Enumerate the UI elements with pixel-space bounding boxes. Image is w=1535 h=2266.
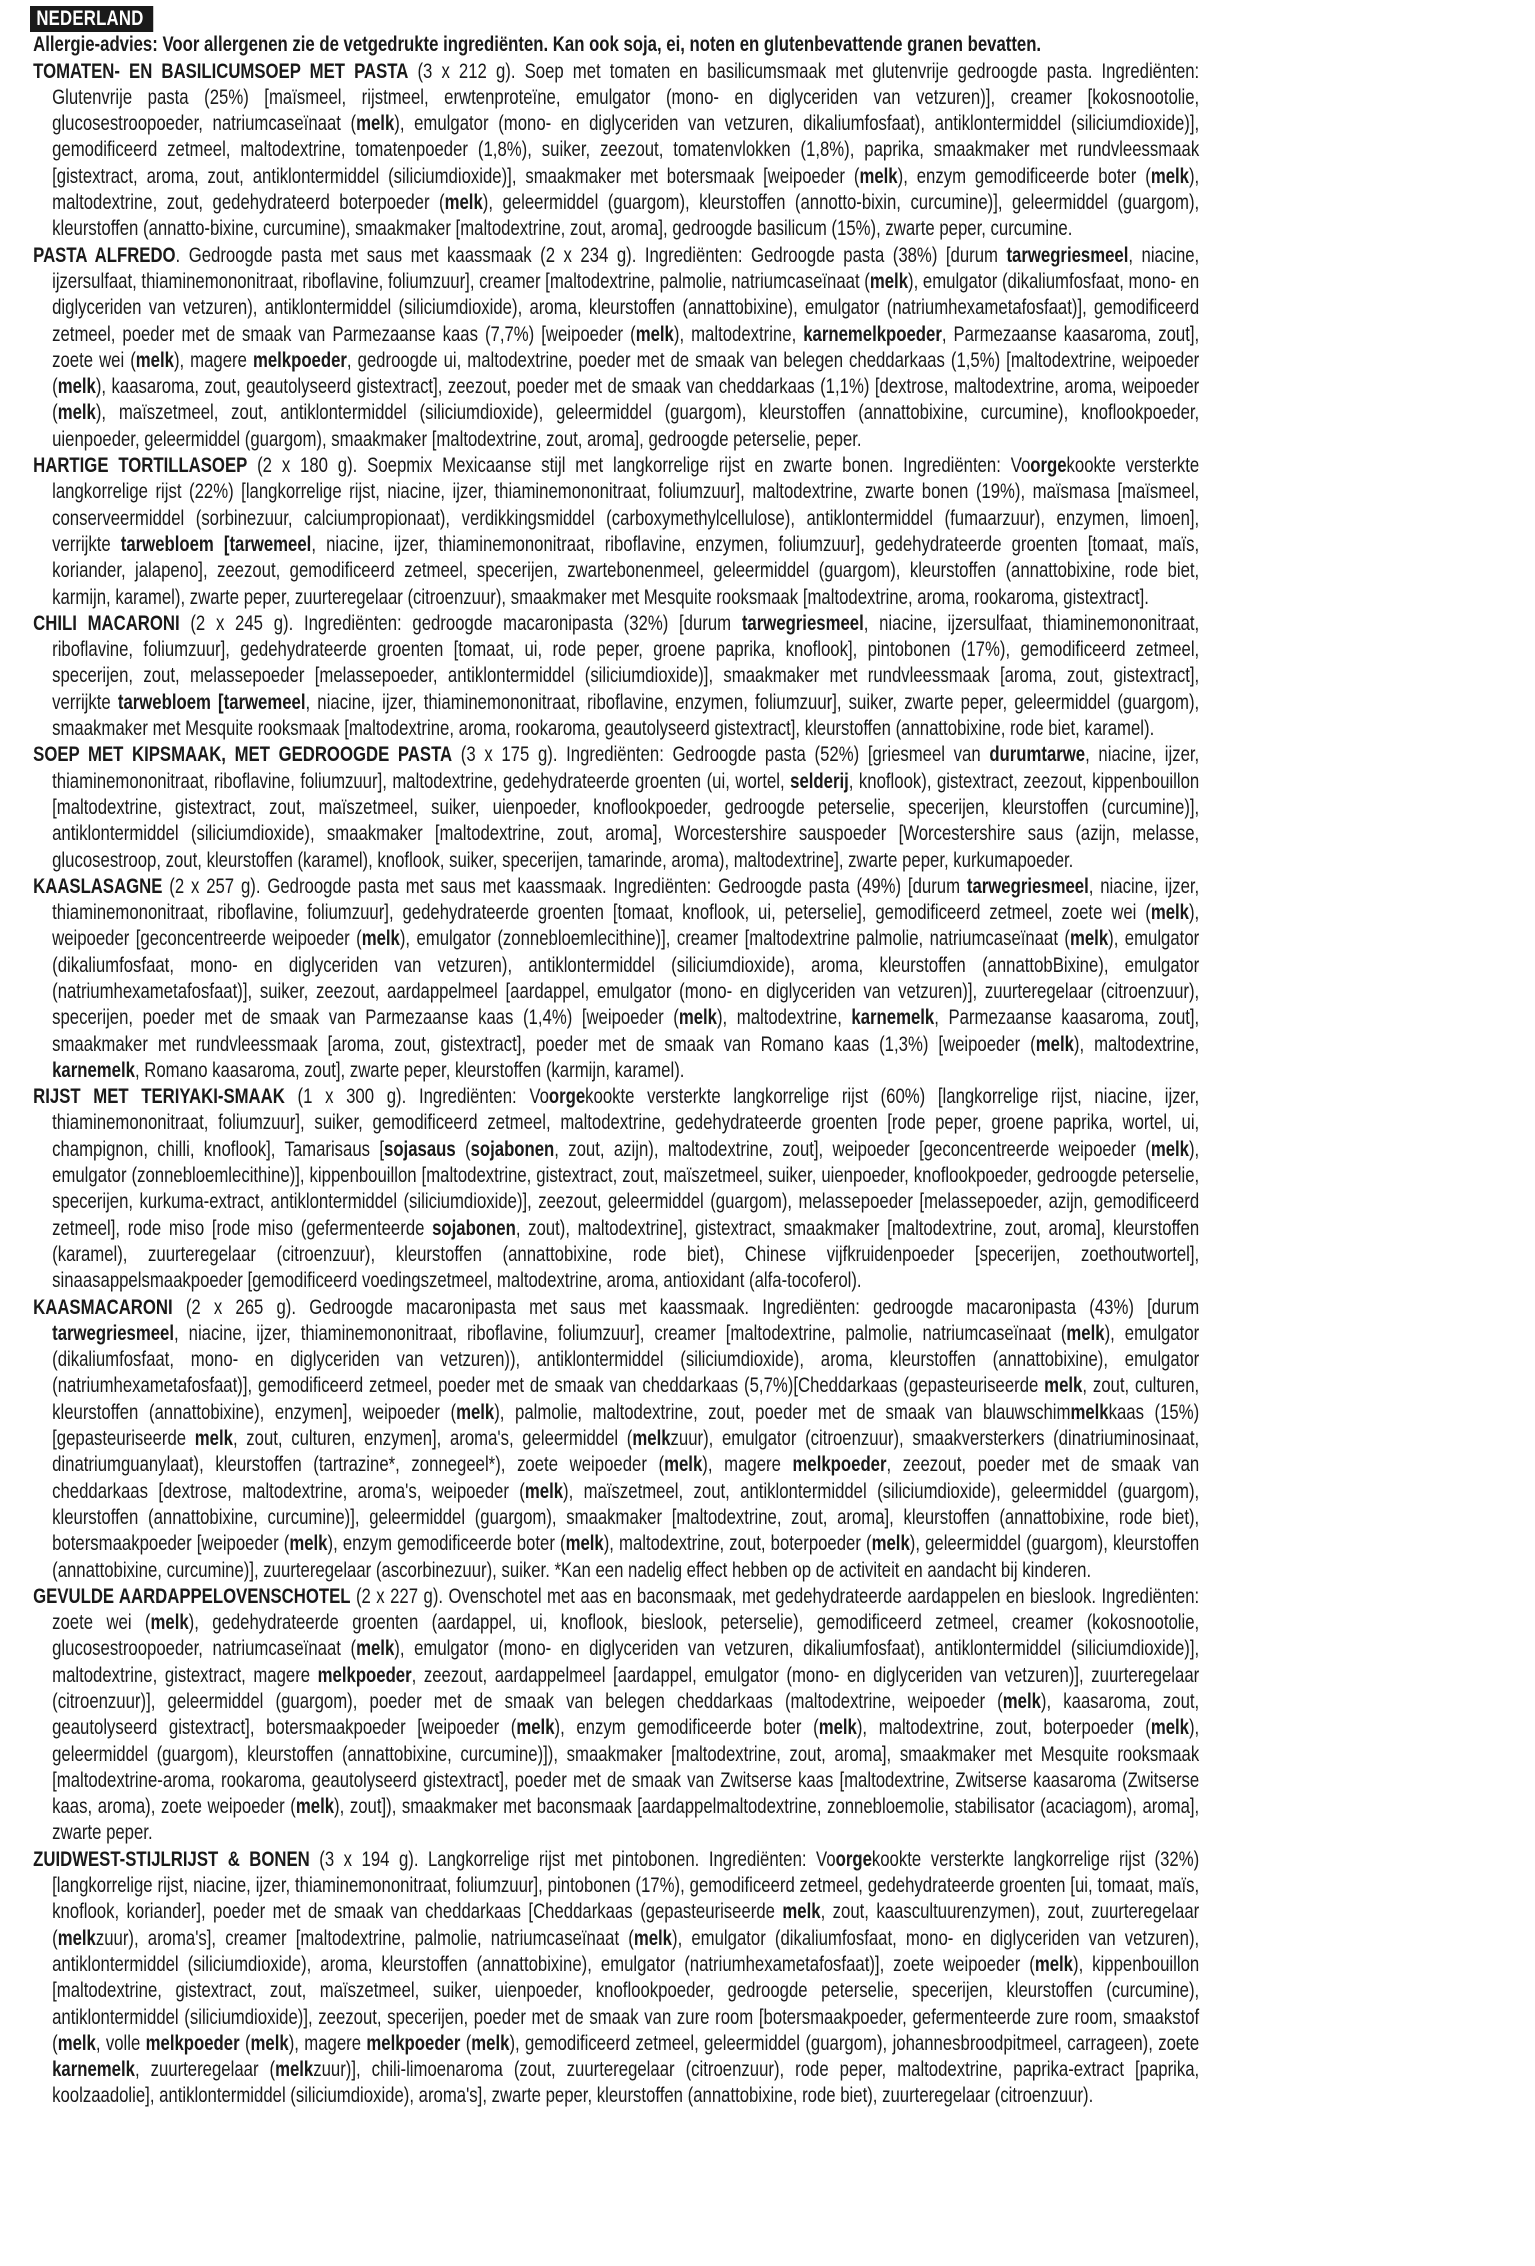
allergen-text: orge xyxy=(835,1847,872,1871)
ingredient-text: , niacine, ijzersulfaat, thiaminemononitraat, riboflavine, foliumzuur], gedehydrateerde groenten [tomaat, ui, rode peper, groene paprika, knoflook], pintobonen (17%), gemodificeerd zetmeel, specerijen, zout, melassepoeder [melassepoeder, antiklontermiddel (siliciumdioxide)], smaakmaker met rundvleessmaak [aroma, zout, gistextract], verrijkte xyxy=(52,611,1200,714)
allergen-text: melk xyxy=(869,269,909,293)
ingredient-text: (2 x 265 g). Gedroogde macaronipasta met saus met kaassmaak. Ingrediënten: gedroogde macaronipasta (43%) [durum xyxy=(172,1295,1200,1319)
ingredient-text: zuur)], chili-limoenaroma (zout, zuurteregelaar (citroenzuur), rode peper, maltodextrine, paprika-extract [paprika, koolzaadolie], antiklontermiddel (siliciumdioxide), aroma's], zwarte peper, kleurstoffen (annattobixine, rode biet), zuurteregelaar (citroenzuur). xyxy=(52,2058,1200,2108)
product-name: RIJST MET TERIYAKI-SMAAK xyxy=(33,1085,285,1109)
allergen-text: melk xyxy=(1069,927,1109,951)
product-ingredients xyxy=(33,243,1199,453)
ingredient-text: , niacine, ijzersulfaat, thiaminemononitraat, riboflavine, foliumzuur], creamer [maltodextrine, palmolie, natriumcaseïnaat ( xyxy=(52,243,1200,293)
ingredient-text: (1 x 300 g). Ingrediënten: Vo xyxy=(284,1085,549,1109)
ingredient-text: zuur), emulgator (citroenzuur), smaakversterkers (dinatriuminosinaat, dinatriumguanylaat), kleurstoffen (tartrazine*, zonnegeel*), zoete weipoeder ( xyxy=(52,1427,1200,1477)
ingredient-text: . Gedroogde pasta met saus met kaassmaak (2 x 234 g). Ingrediënten: Gedroogde pasta (38%) [durum xyxy=(175,243,1007,267)
product-name: CHILI MACARONI xyxy=(33,611,180,635)
ingredient-text: ), maltodextrine, zout, gedehydrateerd boterpoeder ( xyxy=(52,164,1200,215)
ingredient-text: (3 x 212 g). Soep met tomaten en basilicumsmaak met glutenvrije gedroogde pasta. Ingrediënten: Glutenvrije pasta (25%) [maïsmeel, rijstmeel, erwtenproteïne, emulgator (mono- en diglyceriden van vetzuren)], creamer [kokosnootolie, glucosestroopoeder, natriumcaseïnaat ( xyxy=(52,59,1200,136)
ingredient-text: ), emulgator (mono- en diglyceriden van vetzuren, dikaliumfosfaat), antiklontermiddel (siliciumdioxide)], maltodextrine, gistextract, magere xyxy=(52,1637,1200,1687)
allergen-text: melk xyxy=(1070,1400,1109,1424)
allergen-text: melk xyxy=(275,2058,314,2082)
ingredient-text: ), geleermiddel (guargom), kleurstoffen (annattobixine, curcumine)], zuurteregelaar (ascorbinezuur), suiker. *Kan een nadelig effect hebben op de activiteit en aandacht bij kinderen. xyxy=(52,1532,1200,1582)
allergen-text: tarwegriesmeel xyxy=(741,611,864,635)
ingredient-text: , Parmezaanse kaasaroma, zout], smaakmaker met rundvleessmaak [aroma, zout, gistextract], poeder met de smaak van Romano kaas (1,3%) [weipoeder ( xyxy=(52,1006,1200,1056)
product-ingredients xyxy=(33,1847,1199,2110)
product-ingredients xyxy=(33,874,1199,1084)
ingredient-text: ), magere xyxy=(288,2031,367,2055)
product-name: HARTIGE TORTILLASOEP xyxy=(33,454,248,478)
allergen-text: melk xyxy=(1150,901,1189,925)
ingredient-text: ), maltodextrine, zout, boterpoeder ( xyxy=(603,1532,872,1556)
ingredient-text: ( xyxy=(455,1137,471,1161)
ingredient-text: ), geleermiddel (guargom), kleurstoffen (annotto-bixin, curcumine)], geleermiddel (guargom), kleurstoffen (annatto-bixine, curcumine), smaakmaker [maltodextrine, zout, aroma], gedroogde basilicum (15%), zwarte peper, curcumine. xyxy=(52,191,1200,241)
ingredient-text: , niacine, ijzer, thiaminemononitraat, riboflavine, enzymen, foliumzuur], gedehydrateerde groenten [tomaat, maïs, koriander, jalapeno], zeezout, gemodificeerd zetmeel, specerijen, zwartebonenmeel, geleermiddel (guargom), kleurstoffen (annattobixine, rode biet, karmijn, karamel), zwarte peper, zuurteregelaar (citroenzuur), smaakmaker met Mesquite rooksmaak [maltodextrine, aroma, rookaroma, gistextract]. xyxy=(52,532,1200,609)
product-ingredients xyxy=(33,1295,1199,1584)
ingredient-text: kookte versterkte langkorrelige rijst (32%) [langkorrelige rijst, niacine, ijzer, thiaminemononitraat, foliumzuur], pintobonen (17%), gemodificeerd zetmeel, gedehydrateerde groenten [ui, tomaat, maïs, knoflook, koriander], poeder met de smaak van cheddarkaas [Cheddarkaas (gepasteuriseerde xyxy=(52,1847,1200,1924)
ingredient-text: , zeezout, poeder met de smaak van cheddarkaas [dextrose, maltodextrine, aroma's, weipoeder ( xyxy=(52,1453,1200,1503)
country-header-row xyxy=(30,6,1199,32)
ingredient-text: , gedroogde ui, maltodextrine, poeder met de smaak van belegen cheddarkaas (1,5%) [maltodextrine, weipoeder ( xyxy=(52,348,1200,399)
allergen-text: melk xyxy=(250,2031,289,2055)
ingredient-text: ), emulgator (dikaliumfosfaat, mono- en diglyceriden van vetzuren), antiklontermiddel (siliciumdioxide), aroma, kleurstoffen (annattobixine), emulgator (natriumhexametafosfaat)], gemodificeerd zetmeel, poeder met de smaak van Parmezaanse kaas (7,7%) [weipoeder ( xyxy=(52,269,1200,346)
ingredient-text: ), emulgator (mono- en diglyceriden van vetzuren, dikaliumfosfaat), antiklontermiddel (siliciumdioxide)], gemodificeerd zetmeel, maltodextrine, tomatenpoeder (1,8%), suiker, zeezout, tomatenvlokken (1,8%), paprika, smaakmaker met rundvleessmaak [gistextract, aroma, zout, antiklontermiddel (siliciumdioxide)], smaakmaker met botersmaak [weipoeder ( xyxy=(52,112,1200,188)
ingredient-text: ), kaasaroma, zout, geautolyseerd gistextract], botersmaakpoeder [weipoeder ( xyxy=(52,1690,1200,1740)
ingredient-text: , zout), maltodextrine], gistextract, smaakmaker [maltodextrine, zout, aroma], kleurstoffen (karamel), zuurteregelaar (citroenzuur), kleurstoffen (annattobixine, rode biet), Chinese vijfkruidenpoeder [specerijen, zoethoutwortel], sinaasappelsmaakpoeder [gemodificeerd voedingszetmeel, maltodextrine, aroma, antioxidant (alfa-tocoferol). xyxy=(52,1216,1200,1293)
ingredient-text: ), emulgator (dikaliumfosfaat, mono- en diglyceriden van vetzuren)), antiklontermiddel (siliciumdioxide), aroma, kleurstoffen (annattobixine), emulgator (natriumhexametafosfaat)], gemodificeerd zetmeel, poeder met de smaak van cheddarkaas (5,7%)[Cheddarkaas (gepasteuriseerde xyxy=(52,1321,1200,1398)
ingredient-text: ), maltodextrine, xyxy=(716,1006,852,1030)
allergen-text: melk xyxy=(1035,1032,1074,1056)
allergen-text: melk xyxy=(664,1453,703,1477)
allergen-text: melk xyxy=(1044,1374,1083,1398)
ingredient-text: ( xyxy=(460,2031,472,2055)
ingredient-text: ), maltodextrine, xyxy=(1073,1032,1200,1056)
allergen-text: melk xyxy=(150,1611,189,1635)
ingredient-text: , volle xyxy=(95,2031,146,2055)
allergen-text: melkpoeder xyxy=(145,2031,240,2055)
ingredient-text: ), magere xyxy=(173,348,253,372)
allergen-text: karnemelk xyxy=(52,2058,135,2082)
allergen-text: tarwebloem [tarwemeel xyxy=(120,532,312,556)
allergen-text: melk xyxy=(633,1926,672,1950)
allergy-advice: Allergie-advies: Voor allergenen zie de vetgedrukte ingrediënten. Kan ook soja, ei, noten en glutenbevattende granen bevatten. xyxy=(33,33,1042,57)
product-ingredients xyxy=(33,453,1199,611)
ingredient-text: , Romano kaasaroma, zout], zwarte peper, kleurstoffen (karmijn, karamel). xyxy=(134,1058,685,1082)
ingredient-text: (2 x 180 g). Soepmix Mexicaanse stijl met langkorrelige rijst en zwarte bonen. Ingrediënten: Vo xyxy=(247,454,1031,478)
ingredient-text: ), palmolie, maltodextrine, zout, poeder met de smaak van blauwschim xyxy=(494,1400,1071,1424)
allergen-text: sojabonen xyxy=(432,1216,516,1240)
product-name: PASTA ALFREDO xyxy=(33,243,176,267)
allergen-text: melk xyxy=(194,1427,233,1451)
allergen-text: melk xyxy=(356,112,395,136)
ingredient-text: kookte versterkte langkorrelige rijst (22%) [langkorrelige rijst, niacine, ijzer, thiaminemononitraat, foliumzuur], maltodextrine, zwarte bonen (19%), maïsmasa [maïsmeel, conserveermiddel (sorbinezuur, calciumpropionaat), verdikkingsmiddel (carboxymethylcellulose), antiklontermiddel (fumaarzuur), enzymen, limoen], verrijkte xyxy=(52,454,1200,556)
allergen-text: melk xyxy=(524,1479,564,1503)
allergen-text: karnemelk xyxy=(851,1006,935,1030)
allergen-text: sojasaus xyxy=(384,1137,456,1161)
product-name: SOEP MET KIPSMAAK, MET GEDROOGDE PASTA xyxy=(33,743,453,767)
allergen-text: melk xyxy=(57,1926,96,1950)
ingredient-text: , zout, culturen, enzymen], aroma's, geleermiddel ( xyxy=(232,1427,633,1451)
product-name: KAASLASAGNE xyxy=(33,874,163,898)
allergen-text: melk xyxy=(444,191,483,215)
allergen-text: melk xyxy=(57,2031,96,2055)
allergen-text: melkpoeder xyxy=(792,1453,887,1477)
allergen-text: melkpoeder xyxy=(252,348,347,372)
allergen-text: karnemelkpoeder xyxy=(803,322,942,346)
ingredient-text: , niacine, ijzer, thiaminemononitraat, riboflavine, foliumzuur], creamer [maltodextrine, palmolie, natriumcaseïnaat ( xyxy=(174,1321,1067,1345)
ingredient-text: , zeezout, aardappelmeel [aardappel, emulgator (mono- en diglyceriden van vetzuren)], zuurteregelaar (citroenzuur)], geleermiddel (guargom), poeder met de smaak van belegen cheddarkaas (maltodextrine, weipoeder ( xyxy=(52,1663,1200,1713)
allergen-text: orge xyxy=(548,1085,586,1109)
allergen-text: tarwegriesmeel xyxy=(966,874,1089,898)
ingredient-text: ), gedehydrateerde groenten (aardappel, ui, knoflook, bieslook, peterselie), gemodificeerd zetmeel, creamer (kokosnootolie, glucosestroopoeder, natriumcaseïnaat ( xyxy=(52,1611,1200,1661)
allergen-text: melk xyxy=(57,375,96,399)
ingredient-text: ), kippenbouillon [maltodextrine, gistextract, zout, maïszetmeel, suiker, uienpoeder, knoflookpoeder, gedroogde peterselie, specerijen, kleurstoffen (curcumine), antiklontermiddel (siliciumdioxide)], zeezout, specerijen, poeder met de smaak van zure room [botersmaakpoeder, gefermenteerde zure room, smaakstof ( xyxy=(52,1952,1200,2055)
allergen-text: melk xyxy=(361,927,400,951)
ingredient-text: , knoflook), gistextract, zeezout, kippenbouillon [maltodextrine, gistextract, zout, maïszetmeel, suiker, uienpoeder, knoflookpoeder, gedroogde peterselie, specerijen, kleurstoffen (curcumine)], antiklontermiddel (siliciumdioxide), smaakmaker [maltodextrine, zout, aroma], Worcestershire sauspoeder [Worcestershire saus (azijn, melasse, glucosestroop, zout, kleurstoffen (karamel), knoflook, suiker, specerijen, tamarinde, aroma), maltodextrine], zwarte peper, kurkumapoeder. xyxy=(52,769,1200,872)
ingredient-text: , zout, culturen, kleurstoffen (annattobixine), enzymen], weipoeder ( xyxy=(52,1374,1200,1424)
ingredient-text: zuur), aroma's], creamer [maltodextrine, palmolie, natriumcaseïnaat ( xyxy=(95,1926,634,1950)
product-name: KAASMACARONI xyxy=(33,1295,173,1319)
ingredient-text: kookte versterkte langkorrelige rijst (60%) [langkorrelige rijst, niacine, ijzer, thiaminemononitraat, foliumzuur], suiker, gemodificeerd zetmeel, maltodextrine, gedehydrateerde groenten [rode peper, groene paprika, wortel, ui, champignon, chilli, knoflook], Tamarisaus [ xyxy=(52,1085,1200,1161)
allergen-text: melk xyxy=(1150,1137,1189,1161)
allergen-text: tarwegriesmeel xyxy=(1006,243,1129,267)
allergen-text: melk xyxy=(456,1400,495,1424)
ingredient-text: ), maïszetmeel, zout, antiklontermiddel (siliciumdioxide), geleermiddel (guargom), kleurstoffen (annattobixine, curcumine), knoflookpoeder, uienpoeder, geleermiddel (guargom), smaakmaker [maltodextrine, zout, aroma], gedroogde peterselie, peper. xyxy=(52,401,1200,451)
ingredient-text: ), magere xyxy=(702,1453,793,1477)
country-label: NEDERLAND xyxy=(30,6,153,32)
allergen-text: selderij xyxy=(790,769,849,793)
allergen-text: melk xyxy=(1034,1952,1073,1976)
allergen-text: melk xyxy=(635,322,674,346)
ingredient-text: , Parmezaanse kaasaroma, zout], zoete wei ( xyxy=(52,322,1200,372)
ingredient-text: , niacine, ijzer, thiaminemononitraat, riboflavine, foliumzuur], maltodextrine, gedehydrateerde groenten (ui, wortel, xyxy=(52,743,1200,793)
allergen-text: melk xyxy=(565,1532,604,1556)
allergen-text: melk xyxy=(471,2031,510,2055)
ingredient-label xyxy=(30,6,1199,2110)
allergen-text: melk xyxy=(295,1795,335,1819)
ingredient-text: ), maltodextrine, zout, boterpoeder ( xyxy=(856,1716,1151,1740)
allergen-text: melk xyxy=(1002,1690,1041,1713)
ingredient-text: ), enzym gemodificeerde boter ( xyxy=(897,164,1151,188)
ingredient-text: (2 x 227 g). Ovenschotel met aas en baconsmaak, met gedehydrateerde aardappelen en bieslook. Ingrediënten: zoete wei ( xyxy=(52,1584,1200,1635)
allergen-text: melk xyxy=(1066,1321,1105,1345)
ingredient-text: ), geleermiddel (guargom), kleurstoffen (annattobixine, curcumine)]), smaakmaker [maltodextrine, zout, aroma], smaakmaker met Mesquite rooksmaak [maltodextrine-aroma, rookaroma, geautolyseerd gistextract], poeder met de smaak van Zwitserse kaas [maltodextrine, Zwitserse kaasaroma (Zwitserse kaas, aroma), zoete weipoeder ( xyxy=(52,1716,1200,1819)
product-list xyxy=(30,59,1199,2110)
ingredient-text: ), enzym gemodificeerde boter ( xyxy=(554,1716,819,1740)
allergen-text: melk xyxy=(57,401,96,425)
allergen-text: melk xyxy=(135,348,174,372)
product-ingredients xyxy=(33,611,1199,742)
ingredient-text: ), zout]), smaakmaker met baconsmaak [aardappelmaltodextrine, zonnebloemolie, stabilisator (acaciagom), aroma], zwarte peper. xyxy=(52,1795,1200,1845)
allergen-text: melk xyxy=(516,1716,555,1740)
allergen-text: melk xyxy=(871,1532,910,1556)
allergen-text: melk xyxy=(289,1532,328,1556)
allergen-text: melk xyxy=(1150,164,1189,188)
allergen-text: melk xyxy=(1150,1716,1189,1740)
product-name: TOMATEN- EN BASILICUMSOEP MET PASTA xyxy=(33,59,409,83)
ingredient-text: ), emulgator (zonnebloemlecithine)], kippenbouillon [maltodextrine, gistextract, zout, maïszetmeel, suiker, uienpoeder, knoflookpoeder, gedroogde peterselie, specerijen, kurkuma-extract, antiklontermiddel (siliciumdioxide)], zeezout, geleermiddel (guargom), melassepoeder [melassepoeder, azijn, gemodificeerd zetmeel], rode miso [rode miso (gefermenteerde xyxy=(52,1137,1200,1240)
ingredient-text: , niacine, ijzer, thiaminemononitraat, riboflavine, foliumzuur], gedehydrateerde groenten [tomaat, knoflook, ui, peterselie], gemodificeerd zetmeel, zoete wei ( xyxy=(52,874,1200,925)
ingredient-text: , zout, azijn), maltodextrine, zout], weipoeder [geconcentreerde weipoeder ( xyxy=(554,1137,1151,1161)
allergen-text: orge xyxy=(1030,454,1067,478)
ingredient-text: (2 x 257 g). Gedroogde pasta met saus met kaassmaak. Ingrediënten: Gedroogde pasta (49%) [durum xyxy=(162,874,967,898)
ingredient-text: ), weipoeder [geconcentreerde weipoeder ( xyxy=(52,901,1200,951)
ingredient-text: ), enzym gemodificeerde boter ( xyxy=(327,1532,566,1556)
allergen-text: melk xyxy=(678,1006,717,1030)
ingredient-text: ), kaasaroma, zout, geautolyseerd gistextract], zeezout, poeder met de smaak van cheddarkaas (1,1%) [dextrose, maltodextrine, aroma, weipoeder ( xyxy=(52,375,1200,425)
allergen-text: melk xyxy=(356,1637,395,1661)
product-ingredients xyxy=(33,1584,1199,1847)
allergen-text: melk xyxy=(782,1900,821,1924)
product-ingredients xyxy=(33,742,1199,873)
ingredient-text: (2 x 245 g). Ingrediënten: gedroogde macaronipasta (32%) [durum xyxy=(179,611,742,635)
allergen-text: durumtarwe xyxy=(989,743,1086,767)
product-ingredients xyxy=(33,1084,1199,1294)
ingredient-text: ( xyxy=(239,2031,251,2055)
allergen-text: tarwegriesmeel xyxy=(52,1321,175,1345)
product-name: ZUIDWEST-STIJLRIJST & BONEN xyxy=(33,1847,310,1871)
ingredient-text: ), emulgator (dikaliumfosfaat, mono- en diglyceriden van vetzuren), antiklontermiddel (siliciumdioxide), aroma, kleurstoffen (annattobBixine), emulgator (natriumhexametafosfaat)], suiker, zeezout, aardappelmeel [aardappel, emulgator (mono- en diglyceriden van vetzuren)], zuurteregelaar (citroenzuur), specerijen, poeder met de smaak van Parmezaanse kaas (1,4%) [weipoeder ( xyxy=(52,927,1200,1030)
allergen-text: melk xyxy=(859,164,898,188)
ingredient-text: ), emulgator (dikaliumfosfaat, mono- en diglyceriden van vetzuren), antiklontermiddel (siliciumdioxide), aroma, kleurstoffen (annattobixine), emulgator (natriumhexametafosfaat)], zoete weipoeder ( xyxy=(52,1926,1200,1976)
allergen-text: melk xyxy=(818,1716,857,1740)
ingredient-text: ), maltodextrine, xyxy=(673,322,804,346)
allergen-text: tarwebloem [tarwemeel xyxy=(117,690,306,714)
ingredient-text: ), emulgator (zonnebloemlecithine)], creamer [maltodextrine palmolie, natriumcaseïnaat ( xyxy=(399,927,1070,951)
ingredient-text: ), gemodificeerd zetmeel, geleermiddel (guargom), johannesbroodpitmeel, carrageen), zoete xyxy=(509,2031,1200,2055)
ingredient-text: kaas (15%) [gepasteuriseerde xyxy=(52,1400,1200,1451)
ingredient-text: (3 x 175 g). Ingrediënten: Gedroogde pasta (52%) [griesmeel van xyxy=(452,743,990,767)
ingredient-text: , niacine, ijzer, thiaminemononitraat, riboflavine, enzymen, foliumzuur], suiker, zwarte peper, geleermiddel (guargom), smaakmaker met Mesquite rooksmaak [maltodextrine, aroma, rookaroma, geautolyseerd gistextract], kleurstoffen (annattobixine, rode biet, karamel). xyxy=(52,690,1200,741)
allergen-text: melkpoeder xyxy=(366,2031,461,2055)
allergen-text: melk xyxy=(632,1427,671,1451)
allergen-text: sojabonen xyxy=(470,1137,555,1161)
ingredient-text: , zuurteregelaar ( xyxy=(134,2058,276,2082)
allergen-text: karnemelk xyxy=(52,1058,135,1082)
ingredient-text: , zout, kaascultuurenzymen), zout, zuurteregelaar ( xyxy=(52,1900,1200,1950)
allergen-text: melkpoeder xyxy=(317,1663,412,1687)
product-ingredients xyxy=(33,59,1199,243)
product-name: GEVULDE AARDAPPELOVENSCHOTEL xyxy=(33,1584,351,1608)
ingredient-text: (3 x 194 g). Langkorrelige rijst met pintobonen. Ingrediënten: Vo xyxy=(309,1847,836,1871)
ingredient-text: ), maïszetmeel, zout, antiklontermiddel (siliciumdioxide), geleermiddel (guargom), kleurstoffen (annattobixine, curcumine)], geleermiddel (guargom), smaakmaker [maltodextrine, zout, aroma], kleurstoffen (annattobixine, rode biet), botersmaakpoeder [weipoeder ( xyxy=(52,1479,1200,1556)
